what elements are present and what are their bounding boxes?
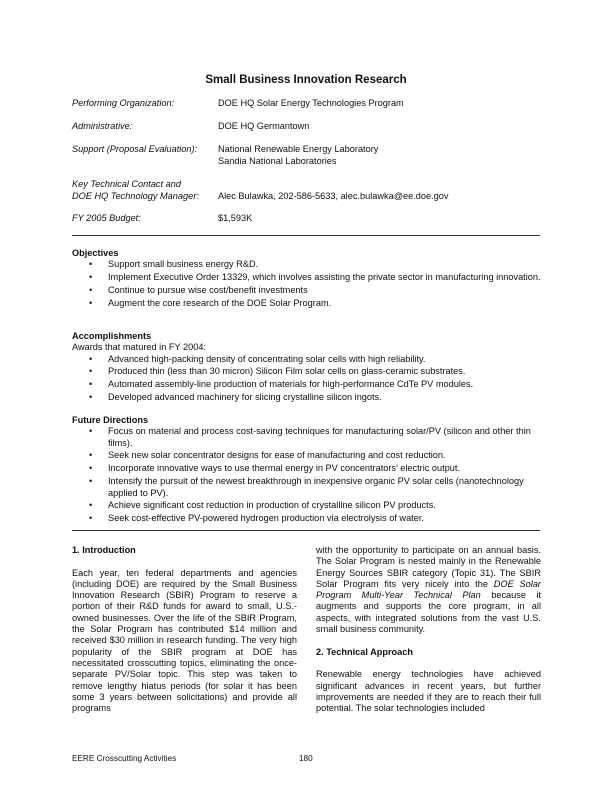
list-item-text: Incorporate innovative ways to use thermal energy in PV concentrators’ electric output. [108, 463, 461, 474]
left-column [72, 545, 297, 726]
list-item [72, 426, 542, 449]
bullet-icon: • [89, 392, 93, 403]
meta-label: Performing Organization: [72, 98, 175, 108]
bullet-icon: • [89, 463, 93, 474]
meta-label: Administrative: [72, 121, 133, 131]
bullet-icon: • [89, 366, 93, 377]
section-heading-introduction: 1. Introduction [72, 545, 136, 555]
list-item [72, 366, 542, 377]
list-item-text: Produced thin (less than 30 micron) Silicon Film solar cells on glass-ceramic substrates. [108, 366, 466, 377]
list-item [72, 285, 542, 296]
list-item-text: Seek cost-effective PV-powered hydrogen production via electrolysis of water. [108, 513, 424, 524]
footer-section-name: EERE Crosscutting Activities [72, 754, 177, 763]
list-item-text: Advanced high-packing density of concentrating solar cells with high reliability. [108, 353, 426, 364]
budget-value: $1,593K [218, 213, 253, 223]
meta-value: National Renewable Energy Laboratory [218, 144, 379, 154]
list-item [72, 513, 542, 524]
list-item-text: Seek new solar concentrator designs for ease of manufacturing and cost reduction. [108, 450, 446, 461]
footer-page-number: 180 [299, 754, 313, 763]
list-item-text: Focus on material and process cost-saving techniques for manufacturing solar/PV (silicon and other thin films). [108, 426, 531, 448]
list-item-text: Intensify the pursuit of the newest breakthrough in inexpensive organic PV solar cells (nanotechnology applied to PV). [108, 476, 524, 498]
bullet-icon: • [89, 500, 93, 511]
meta-value: DOE HQ Germantown [218, 121, 310, 131]
meta-label: DOE HQ Technology Manager: [72, 190, 199, 201]
meta-label: Support (Proposal Evaluation): [72, 144, 198, 154]
bullet-icon: • [89, 426, 93, 437]
accomplishments-intro: Awards that matured in FY 2004: [72, 342, 206, 353]
list-item-text: Automated assembly-line production of materials for high-performance CdTe PV modules. [108, 379, 474, 390]
meta-label: Key Technical Contact and [72, 179, 181, 189]
section-heading: Accomplishments [72, 331, 152, 341]
introduction-paragraph: Each year, ten federal departments and agencies (including DOE) are required by the Small Business Innovation Research (SBIR) Program to reserve a portion of their R&D funds for award to small, U.S.-owned businesses. Over the life of the SBIR Program, the Solar Program has contributed $14 million and received $30 million in research funding. The very high popularity of the SBIR program at DOE has necessitated crosscutting topics, eliminating the once-separate PV/Solar topic. This step was taken to remove lengthy hiatus periods (for solar it has been some 3 years between solicitations) and provide all programs [72, 567, 297, 714]
divider [72, 235, 540, 236]
list-item-text: Support small business energy R&D. [108, 259, 259, 270]
right-column [316, 545, 541, 726]
list-item [72, 392, 542, 403]
list-item-text: Achieve significant cost reduction in production of crystalline silicon PV products. [108, 500, 436, 511]
section-heading-technical-approach: 2. Technical Approach [316, 646, 414, 657]
bullet-icon: • [89, 476, 93, 487]
list-item [72, 463, 542, 474]
list-item-text: Implement Executive Order 13329, which involves assisting the private sector in manufacturing innovation. [108, 272, 541, 283]
list-item [72, 298, 542, 309]
future-directions-section [72, 415, 542, 526]
bullet-icon: • [89, 353, 93, 364]
bullet-icon: • [89, 450, 93, 461]
future-directions-list [72, 426, 542, 524]
bullet-icon: • [89, 272, 93, 283]
list-item [72, 450, 542, 461]
page-title: Small Business Innovation Research [205, 74, 407, 86]
technical-approach-paragraph: Renewable energy technologies have achieved significant advances in recent years, but further improvements are needed if they are to reach their full potential. The solar technologies included [316, 669, 541, 714]
bullet-icon: • [89, 285, 93, 296]
section-heading: Future Directions [72, 415, 149, 425]
objectives-section [72, 248, 542, 311]
bullet-icon: • [89, 297, 93, 308]
list-item [72, 259, 542, 270]
plan-title-italic: DOE Solar Program Multi-Year Technical Plan [316, 578, 541, 601]
text-run: with the opportunity to participate on an annual basis. The Solar Program is nested mainly in the Renewable Energy Sources SBIR category (Topic 31). The SBIR Solar Program fits very nicely into the [316, 545, 541, 589]
meta-label: FY 2005 Budget: [72, 213, 141, 223]
accomplishments-list [72, 354, 542, 404]
section-heading: Objectives [72, 248, 119, 258]
list-item [72, 272, 542, 283]
list-item [72, 379, 542, 390]
meta-value: Sandia National Laboratories [218, 155, 337, 166]
meta-value: DOE HQ Solar Energy Technologies Program [218, 98, 404, 108]
list-item-text: Augment the core research of the DOE Solar Program. [108, 297, 332, 308]
objectives-list [72, 259, 542, 309]
contact-value: Alec Bulawka, 202-586-5633, alec.bulawka@ee.doe.gov [218, 190, 449, 201]
bullet-icon: • [89, 379, 93, 390]
introduction-paragraph-continued [316, 545, 541, 635]
bullet-icon: • [89, 513, 93, 524]
accomplishments-section [72, 331, 542, 405]
list-item-text: Developed advanced machinery for slicing crystalline silicon ingots. [108, 392, 382, 403]
divider [72, 530, 540, 531]
bullet-icon: • [89, 259, 93, 270]
list-item [72, 476, 542, 499]
list-item [72, 500, 542, 511]
list-item [72, 354, 542, 365]
text-run: because it augments and supports the core program, in all aspects, with integrated solutions from the vast U.S. small business community. [316, 590, 541, 635]
list-item-text: Continue to pursue wise cost/benefit investments [108, 285, 308, 296]
